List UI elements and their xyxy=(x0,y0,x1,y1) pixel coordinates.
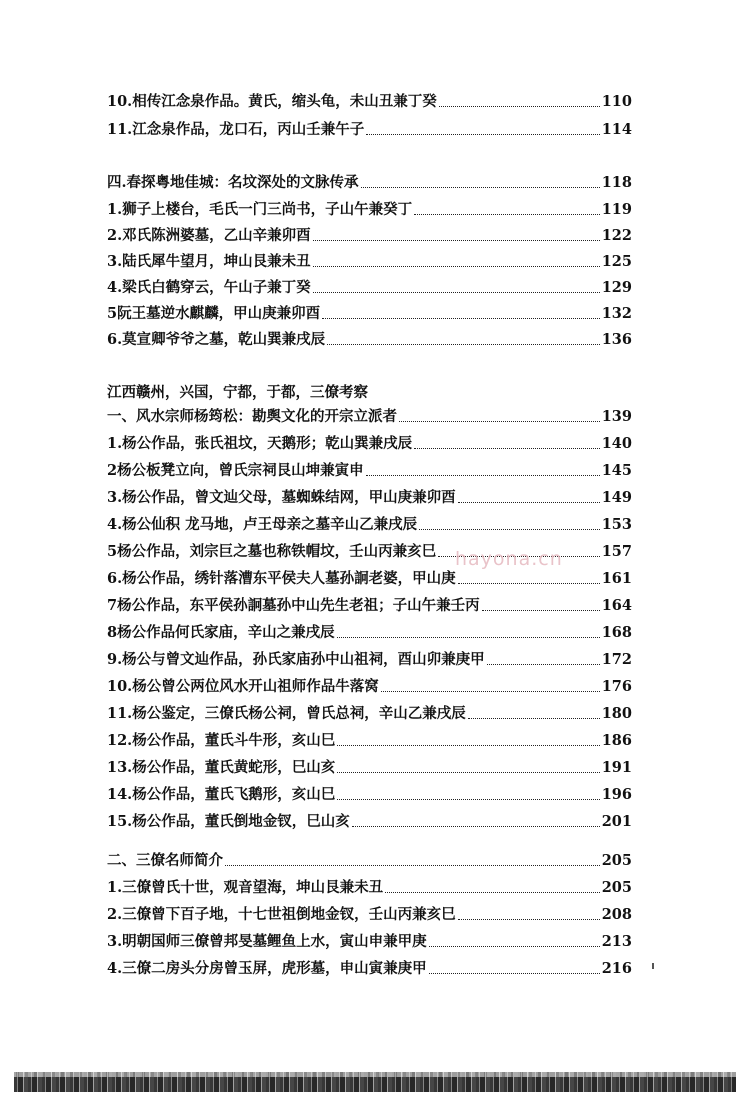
toc-entry-page: 153 xyxy=(601,516,632,533)
toc-entry-text: 1.狮子上楼台，毛氏一门三尚书，子山午兼癸丁 xyxy=(107,201,413,218)
toc-entry xyxy=(107,250,632,276)
leader-dots xyxy=(337,745,599,746)
toc-entry xyxy=(107,729,632,755)
toc-entry-page: 201 xyxy=(601,813,632,830)
leader-dots xyxy=(327,344,600,345)
toc-entry xyxy=(107,513,632,539)
toc-entry xyxy=(107,432,632,458)
leader-dots xyxy=(225,865,600,866)
toc-entry-page: 186 xyxy=(601,732,632,749)
toc-entry-text: 4.三僚二房头分房曾玉屏，虎形墓，申山寅兼庚甲 xyxy=(107,960,427,977)
toc-entry-text: 4.梁氏白鹤穿云，午山子兼丁癸 xyxy=(107,279,311,296)
toc-entry-text: 2.邓氏陈洲婆墓，乙山辛兼卯酉 xyxy=(107,227,311,244)
toc-entry-page: 125 xyxy=(601,253,632,270)
toc-entry-page: 140 xyxy=(601,435,632,452)
toc-entry xyxy=(107,930,632,956)
toc-entry-page: 129 xyxy=(601,279,632,296)
leader-dots xyxy=(366,134,599,135)
toc-entry-text: 12.杨公作品，董氏斗牛形，亥山巳 xyxy=(107,732,336,749)
leader-dots xyxy=(468,718,600,719)
leader-dots xyxy=(458,583,600,584)
leader-dots xyxy=(399,421,600,422)
toc-entry-page: 161 xyxy=(601,570,632,587)
toc-entry xyxy=(107,810,632,836)
toc-entry-page: 136 xyxy=(601,331,632,348)
leader-dots xyxy=(458,919,600,920)
toc-entry xyxy=(107,594,632,620)
toc-entry-page: 139 xyxy=(601,408,632,425)
leader-dots xyxy=(482,610,600,611)
leader-dots xyxy=(337,772,599,773)
toc-entry-page: 114 xyxy=(601,121,632,138)
toc-entry xyxy=(107,328,632,354)
toc-entry-page: 196 xyxy=(601,786,632,803)
toc-entry-text: 9.杨公与曾文辿作品，孙氏家庙孙中山祖祠，酉山卯兼庚甲 xyxy=(107,651,485,668)
scan-edge-artifact xyxy=(14,1072,736,1092)
leader-dots xyxy=(419,529,600,530)
toc-entry xyxy=(107,957,632,983)
toc-entry xyxy=(107,198,632,224)
leader-dots xyxy=(337,799,599,800)
toc-entry-text: 6.莫宣卿爷爷之墓，乾山巽兼戌辰 xyxy=(107,331,326,348)
watermark: hayona.cn xyxy=(455,548,563,570)
leader-dots xyxy=(313,266,600,267)
leader-dots xyxy=(414,214,600,215)
toc-entry-text: 6.杨公作品，绣针落漕东平侯夫人墓孙詗老婆，甲山庚 xyxy=(107,570,456,587)
toc-entry-page: 119 xyxy=(601,201,632,218)
toc-entry-text: 四.春探粤地佳城：名坟深处的文脉传承 xyxy=(107,174,359,191)
toc-entry-page: 213 xyxy=(601,933,632,950)
toc-entry-text: 二、三僚名师简介 xyxy=(107,852,223,869)
toc-entry xyxy=(107,118,632,144)
toc-entry xyxy=(107,486,632,512)
leader-dots xyxy=(337,637,600,638)
toc-entry-page: 180 xyxy=(601,705,632,722)
leader-dots xyxy=(429,946,600,947)
toc-entry-page: 145 xyxy=(601,462,632,479)
leader-dots xyxy=(352,826,600,827)
toc-entry-text: 10.相传江念泉作品。黄氏，缩头龟，未山丑兼丁癸 xyxy=(107,93,437,110)
toc-entry xyxy=(107,224,632,250)
toc-entry xyxy=(107,302,632,328)
toc-chapter xyxy=(107,849,632,875)
toc-chapter xyxy=(107,171,632,197)
toc-entry-text: 8杨公作品何氏家庙，辛山之兼戌辰 xyxy=(107,624,335,641)
toc-entry-text: 13.杨公作品，董氏黄蛇形，巳山亥 xyxy=(107,759,336,776)
toc-entry-text: 3.杨公作品，曾文辿父母，墓蜘蛛结网，甲山庚兼卯酉 xyxy=(107,489,456,506)
section-heading: 江西赣州，兴国，宁都，于都，三僚考察 xyxy=(107,384,368,401)
leader-dots xyxy=(313,292,600,293)
leader-dots xyxy=(313,240,600,241)
toc-entry-page: 176 xyxy=(601,678,632,695)
toc-entry-text: 5杨公作品，刘宗巨之墓也称铁帽坟，壬山丙兼亥巳 xyxy=(107,543,437,560)
toc-entry-text: 一、风水宗师杨筠松：勘舆文化的开宗立派者 xyxy=(107,408,397,425)
toc-entry-page: 149 xyxy=(601,489,632,506)
toc-entry-text: 1.三僚曾氏十世，观音望海，坤山艮兼未丑 xyxy=(107,879,384,896)
leader-dots xyxy=(429,973,600,974)
leader-dots xyxy=(322,318,600,319)
toc-entry-page: 110 xyxy=(601,93,632,110)
leader-dots xyxy=(361,187,600,188)
toc-entry-text: 2杨公板凳立向，曾氏宗祠艮山坤兼寅申 xyxy=(107,462,364,479)
toc-entry xyxy=(107,90,632,116)
toc-entry-text: 15.杨公作品，董氏倒地金钗，巳山亥 xyxy=(107,813,350,830)
toc-entry-text: 3.陆氏犀牛望月，坤山艮兼未丑 xyxy=(107,253,311,270)
toc-entry xyxy=(107,459,632,485)
toc-entry-text: 2.三僚曾下百子地，十七世祖倒地金钗，壬山丙兼亥巳 xyxy=(107,906,456,923)
toc-entry-text: 4.杨公仙积 龙马地，卢王母亲之墓辛山乙兼戌辰 xyxy=(107,516,418,533)
toc-entry-page: 164 xyxy=(601,597,632,614)
toc-entry-page: 205 xyxy=(601,879,632,896)
toc-entry xyxy=(107,756,632,782)
leader-dots xyxy=(487,664,600,665)
toc-entry-text: 11.杨公鉴定，三僚氏杨公祠，曾氏总祠，辛山乙兼戌辰 xyxy=(107,705,466,722)
toc-chapter xyxy=(107,405,632,431)
scan-speck xyxy=(652,963,654,969)
toc-entry xyxy=(107,702,632,728)
toc-entry xyxy=(107,621,632,647)
toc-entry xyxy=(107,783,632,809)
toc-entry xyxy=(107,276,632,302)
toc-entry-text: 10.杨公曾公两位风水开山祖师作品牛落窝 xyxy=(107,678,379,695)
leader-dots xyxy=(439,106,600,107)
toc-entry-text: 14.杨公作品，董氏飞鹅形，亥山巳 xyxy=(107,786,336,803)
toc-entry xyxy=(107,648,632,674)
toc-entry-page: 132 xyxy=(601,305,632,322)
toc-entry xyxy=(107,903,632,929)
toc-entry-text: 1.杨公作品，张氏祖坟，天鹅形；乾山巽兼戌辰 xyxy=(107,435,413,452)
leader-dots xyxy=(414,448,600,449)
leader-dots xyxy=(385,892,600,893)
toc-entry-text: 5阮王墓逆水麒麟，甲山庚兼卯酉 xyxy=(107,305,321,322)
toc-entry-page: 118 xyxy=(601,174,632,191)
toc-entry xyxy=(107,876,632,902)
toc-entry-page: 122 xyxy=(601,227,632,244)
toc-entry-page: 172 xyxy=(601,651,632,668)
toc-entry-text: 3.明朝国师三僚曾邦旻墓鲤鱼上水，寅山申兼甲庚 xyxy=(107,933,427,950)
toc-entry-page: 191 xyxy=(601,759,632,776)
toc-entry xyxy=(107,675,632,701)
toc-entry-page: 168 xyxy=(601,624,632,641)
leader-dots xyxy=(366,475,600,476)
toc-entry-text: 11.江念泉作品，龙口石，丙山壬兼午子 xyxy=(107,121,365,138)
toc-entry-page: 157 xyxy=(601,543,632,560)
toc-entry-page: 208 xyxy=(601,906,632,923)
toc-entry xyxy=(107,567,632,593)
toc-entry-page: 216 xyxy=(601,960,632,977)
toc-entry-page: 205 xyxy=(601,852,632,869)
leader-dots xyxy=(458,502,600,503)
leader-dots xyxy=(381,691,600,692)
toc-entry-text: 7杨公作品，东平侯孙詗墓孙中山先生老祖；子山午兼壬丙 xyxy=(107,597,480,614)
